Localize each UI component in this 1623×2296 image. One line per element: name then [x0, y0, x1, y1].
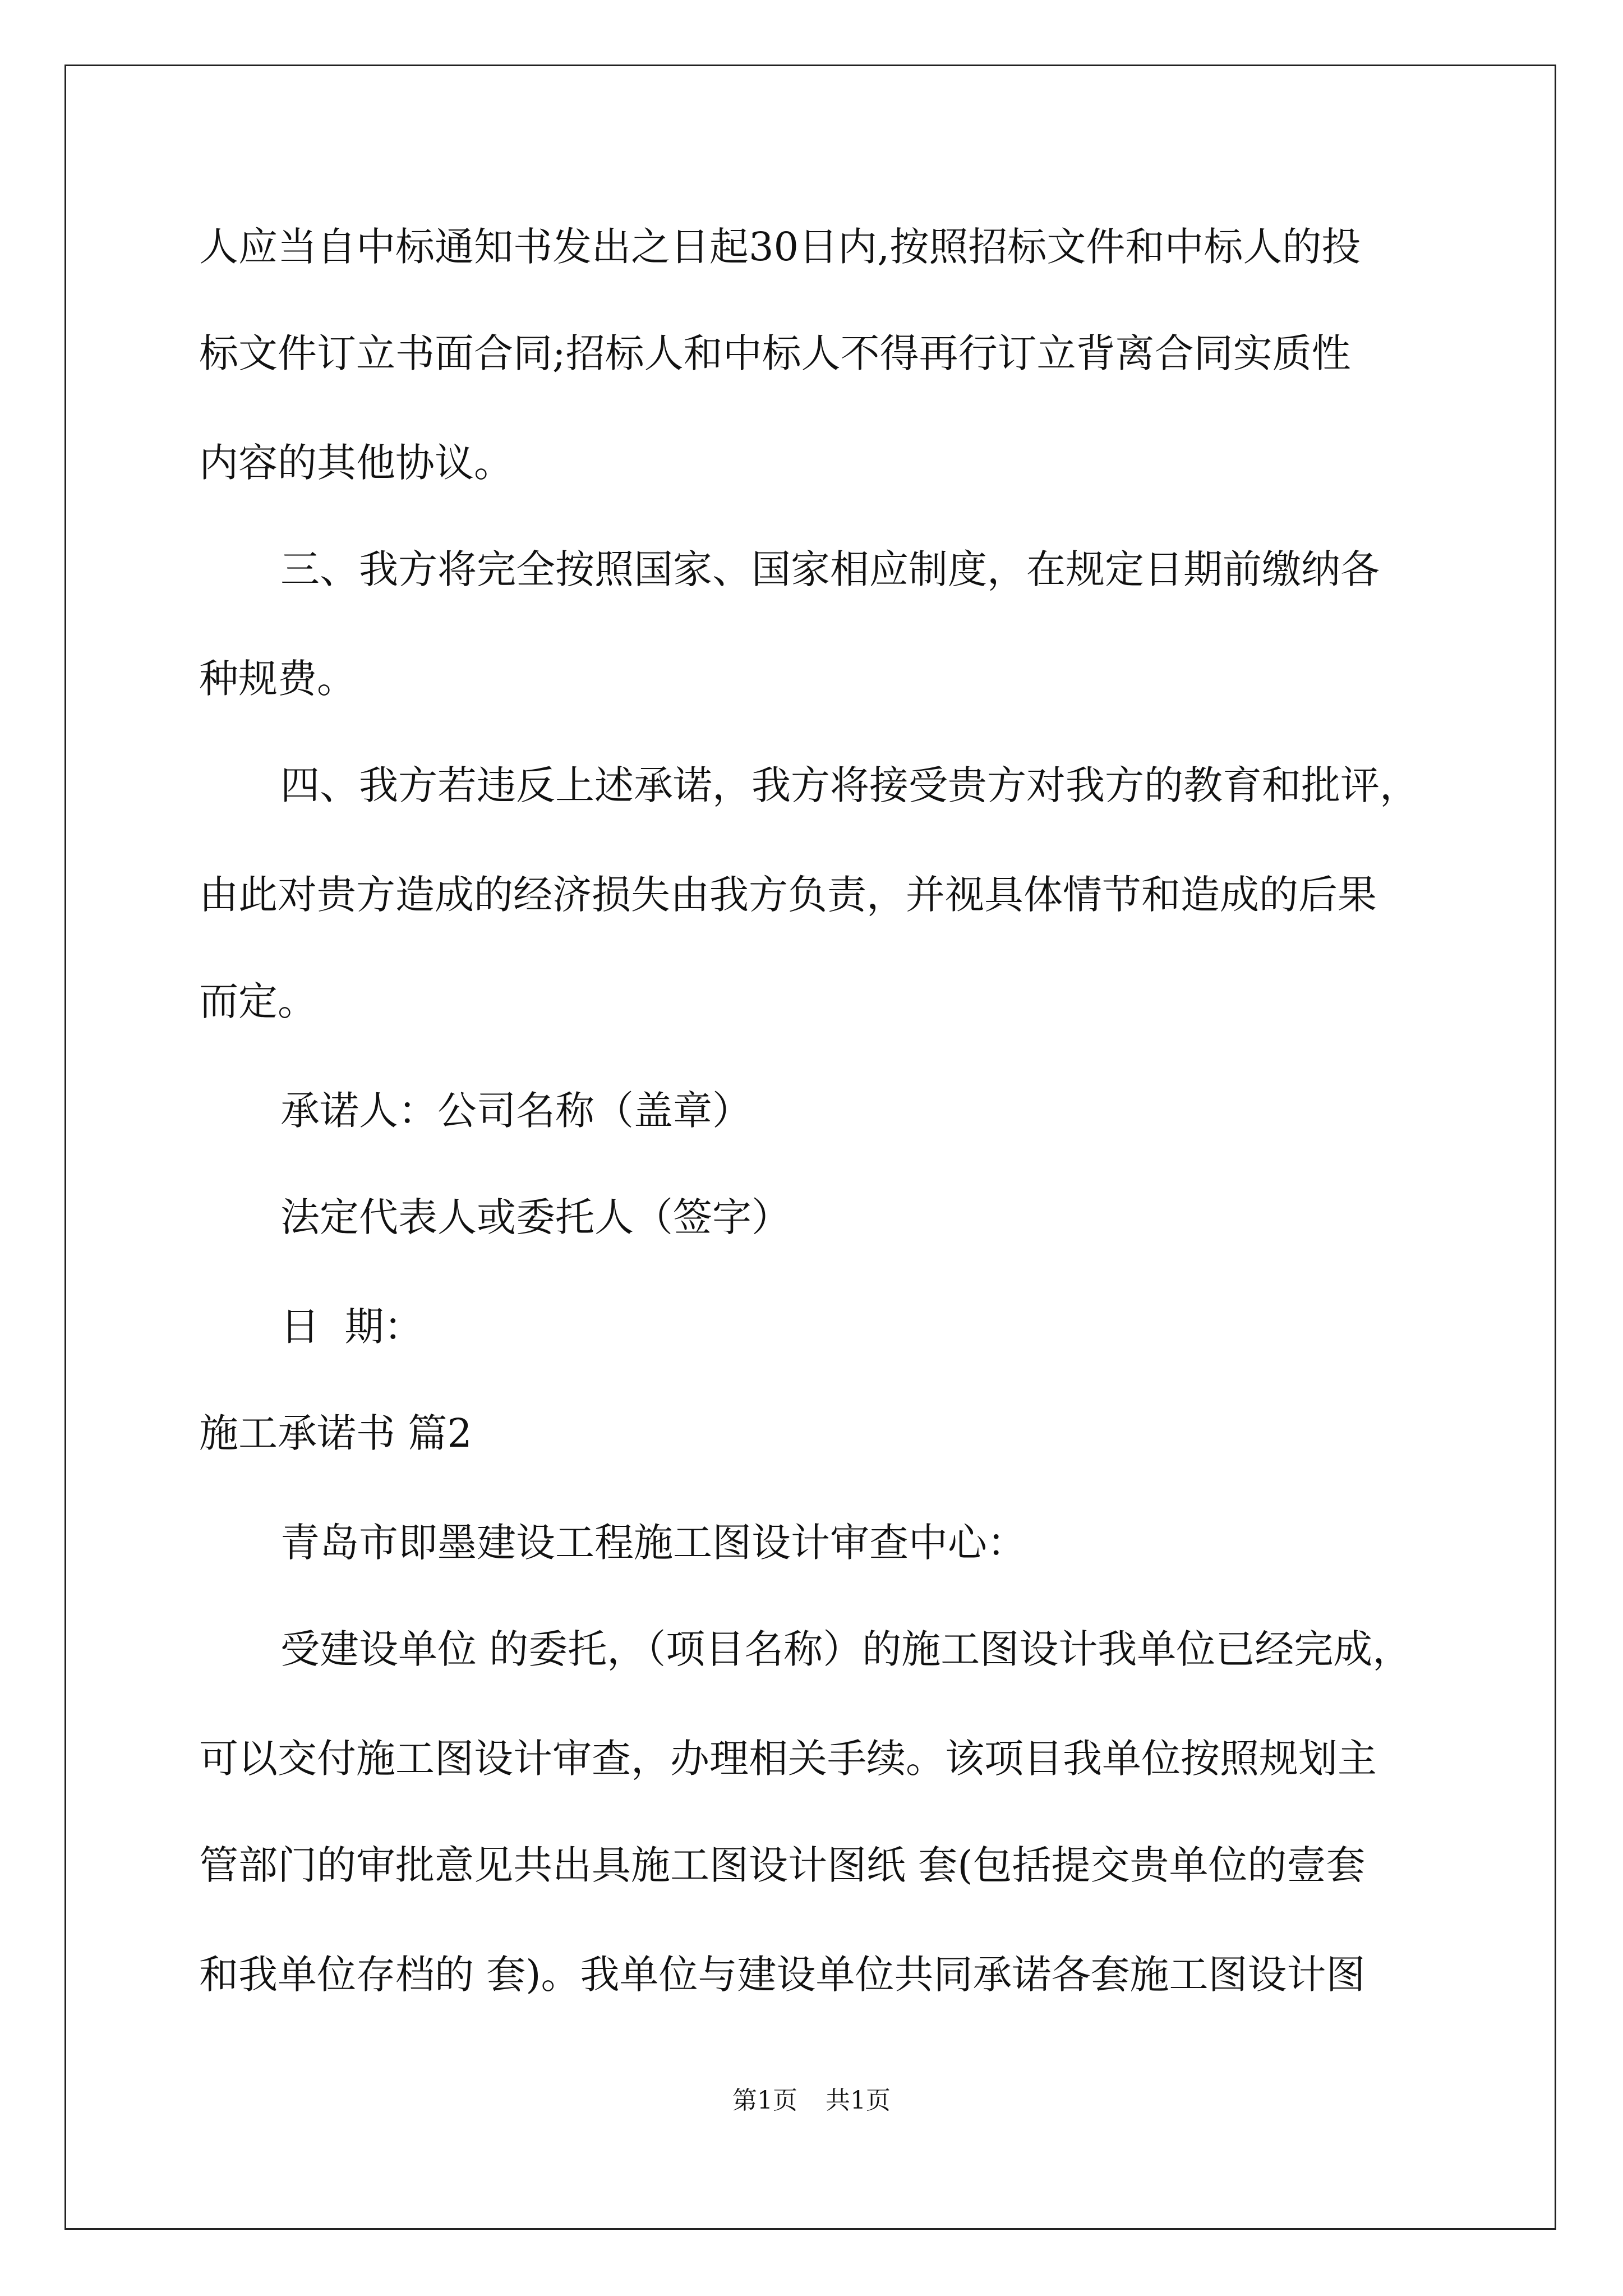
representative-line: 法定代表人或委托人（签字）: [280, 1194, 791, 1240]
page-number: 第1页: [732, 2086, 797, 2115]
text-line-3: 内容的其他协议。: [199, 440, 513, 486]
page-border: [64, 65, 1556, 2230]
text-line-6: 四、我方若违反上述承诺，我方将接受贵方对我方的教育和批评，: [280, 762, 1419, 808]
text-line-7: 由此对贵方造成的经济损失由我方负责，并视具体情节和造成的后果: [199, 872, 1377, 918]
text-line-8: 而定。: [199, 978, 317, 1024]
page-total: 共1页: [826, 2086, 891, 2115]
section-heading: 施工承诺书 篇2: [199, 1410, 472, 1456]
text-line-1: 人应当自中标通知书发出之日起30日内,按照招标文件和中标人的投: [199, 224, 1361, 270]
date-line: 日 期：: [280, 1304, 423, 1350]
text-line-14: 受建设单位 的委托，（项目名称）的施工图设计我单位已经完成，: [280, 1626, 1412, 1672]
text-line-16: 管部门的审批意见共出具施工图设计图纸 套(包括提交贵单位的壹套: [199, 1842, 1366, 1888]
page-footer: [0, 2084, 1623, 2118]
signatory-line: 承诺人：公司名称（盖章）: [280, 1088, 751, 1134]
text-line-17: 和我单位存档的 套)。我单位与建设单位共同承诺各套施工图设计图: [199, 1952, 1366, 1998]
text-line-5: 种规费。: [199, 656, 356, 702]
addressee-line: 青岛市即墨建设工程施工图设计审查中心：: [280, 1520, 1026, 1566]
text-line-2: 标文件订立书面合同;招标人和中标人不得再行订立背离合同实质性: [199, 330, 1351, 376]
text-line-4: 三、我方将完全按照国家、国家相应制度，在规定日期前缴纳各: [280, 546, 1380, 592]
text-line-15: 可以交付施工图设计审查，办理相关手续。该项目我单位按照规划主: [199, 1736, 1377, 1782]
